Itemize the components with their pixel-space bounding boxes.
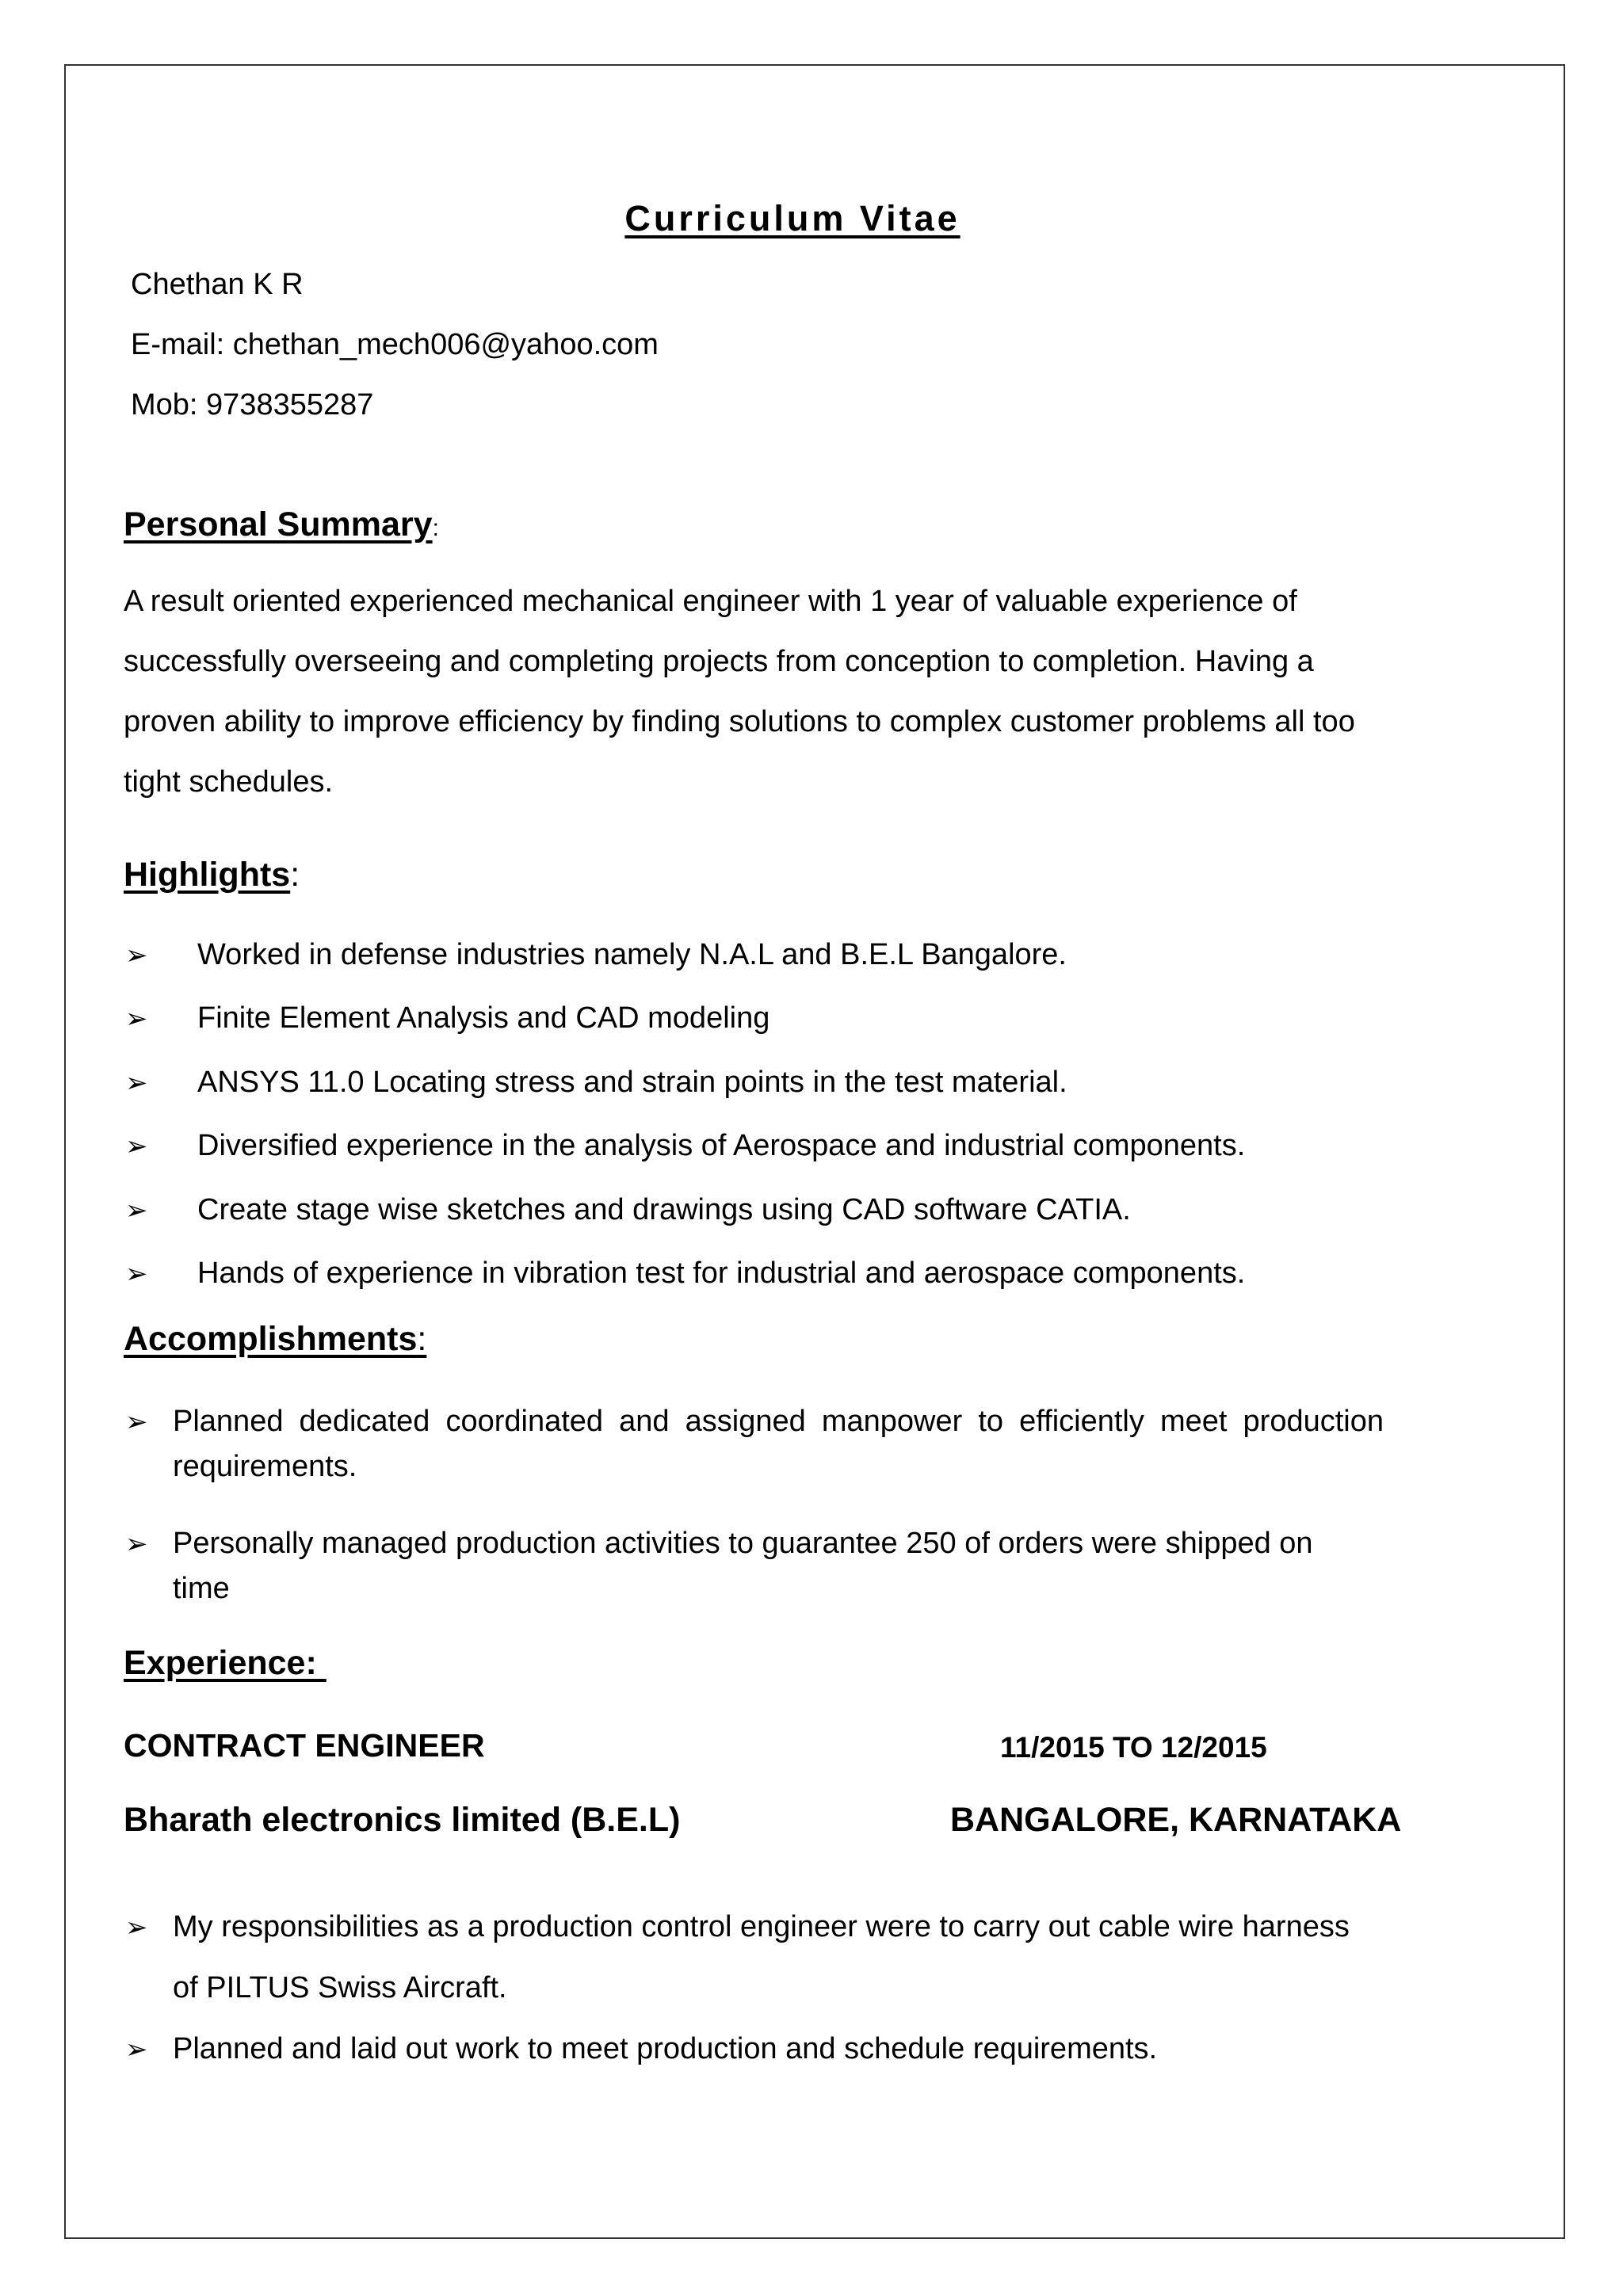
bullet-arrow-icon: ➢ [125, 1196, 148, 1226]
bullet-arrow-icon: ➢ [125, 1913, 148, 1943]
accomplishments-heading-text: Accomplishments [124, 1320, 418, 1358]
bullet-arrow-icon: ➢ [125, 2035, 148, 2065]
accomplishment-item-line: Planned dedicated coordinated and assigned manpower to efficiently meet production [173, 1405, 1384, 1438]
personal-summary-colon: : [432, 515, 439, 541]
contact-name: Chethan K R [131, 268, 304, 301]
job-title: CONTRACT ENGINEER [124, 1727, 485, 1764]
bullet-arrow-icon: ➢ [125, 1259, 148, 1289]
bullet-arrow-icon: ➢ [125, 1068, 148, 1098]
contact-email: E-mail: chethan_mech006@yahoo.com [131, 328, 659, 361]
personal-summary-heading-text: Personal Summary [124, 505, 433, 543]
summary-line: tight schedules. [124, 765, 334, 799]
job-location: BANGALORE, KARNATAKA [950, 1801, 1402, 1839]
highlight-item: Create stage wise sketches and drawings using CAD software CATIA. [197, 1193, 1131, 1226]
accomplishments-heading [124, 1320, 426, 1359]
experience-heading-text: Experience: [124, 1644, 327, 1682]
highlights-colon: : [290, 856, 300, 894]
accomplishment-item-line: Personally managed production activities to guarantee 250 of orders were shipped on [173, 1527, 1313, 1560]
bullet-arrow-icon: ➢ [125, 1407, 148, 1437]
job-dates: 11/2015 TO 12/2015 [1000, 1731, 1267, 1764]
highlight-item: ANSYS 11.0 Locating stress and strain points in the test material. [197, 1066, 1067, 1099]
highlight-item: Hands of experience in vibration test for industrial and aerospace components. [197, 1257, 1246, 1290]
accomplishments-colon: : [417, 1320, 427, 1358]
job-company: Bharath electronics limited (B.E.L) [124, 1801, 681, 1839]
bullet-arrow-icon: ➢ [125, 1529, 148, 1559]
highlight-item: Diversified experience in the analysis of Aerospace and industrial components. [197, 1129, 1246, 1162]
bullet-arrow-icon: ➢ [125, 1131, 148, 1161]
summary-line: successfully overseeing and completing projects from conception to completion. Having a [124, 645, 1314, 678]
responsibility-item-line: Planned and laid out work to meet production and schedule requirements. [173, 2032, 1158, 2065]
highlight-item: Worked in defense industries namely N.A.L and B.E.L Bangalore. [197, 938, 1067, 971]
contact-mobile: Mob: 9738355287 [131, 388, 374, 421]
summary-line: proven ability to improve efficiency by finding solutions to complex customer problems all too [124, 705, 1355, 738]
bullet-arrow-icon: ➢ [125, 940, 148, 971]
personal-summary-heading [124, 505, 439, 544]
highlight-item: Finite Element Analysis and CAD modeling [197, 1001, 770, 1035]
accomplishment-item-line: time [173, 1572, 230, 1605]
responsibility-item-line: My responsibilities as a production control engineer were to carry out cable wire harness [173, 1910, 1350, 1943]
document-title: Curriculum Vitae [624, 198, 960, 238]
responsibility-item-line: of PILTUS Swiss Aircraft. [173, 1971, 507, 2004]
bullet-arrow-icon: ➢ [125, 1004, 148, 1034]
accomplishment-item-line: requirements. [173, 1450, 357, 1483]
highlights-heading [124, 856, 300, 894]
highlights-heading-text: Highlights [124, 856, 291, 894]
experience-heading [124, 1644, 327, 1683]
summary-line: A result oriented experienced mechanical engineer with 1 year of valuable experience of [124, 585, 1297, 618]
